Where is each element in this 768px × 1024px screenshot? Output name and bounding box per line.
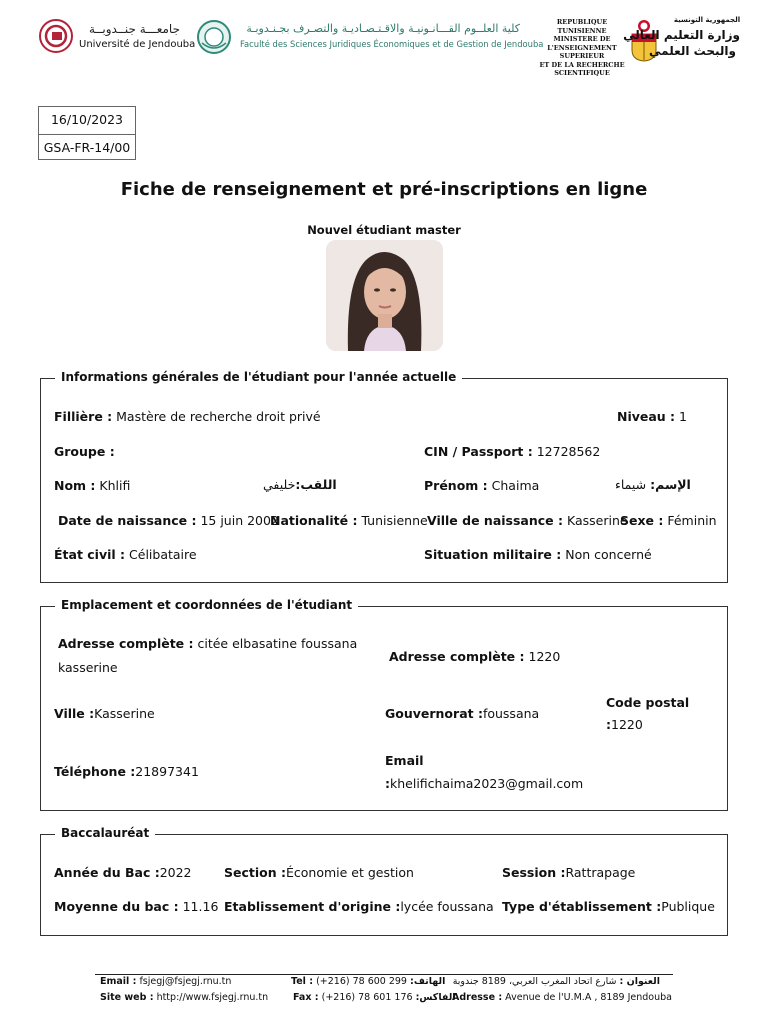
field-etablissement: Etablissement d'origine :lycée foussana bbox=[224, 899, 494, 914]
field-ville: Ville :Kasserine bbox=[54, 706, 155, 721]
field-session: Session :Rattrapage bbox=[502, 865, 636, 880]
section-legend: Informations générales de l'étudiant pour l'année actuelle bbox=[55, 370, 462, 384]
field-niveau: Niveau : 1 bbox=[617, 409, 687, 424]
student-photo bbox=[326, 240, 443, 351]
faculty-logo bbox=[196, 19, 232, 55]
faculty-name-arabic: كلية العلــوم القـــانـونيـة والاقـتـصـاديـة والتصـرف بجـنـدوبـة bbox=[246, 22, 520, 35]
field-ville-naissance: Ville de naissance : Kasserine bbox=[427, 513, 628, 528]
field-code-postal: :1220 bbox=[606, 717, 643, 732]
field-adresse-1: Adresse complète : citée elbasatine foussana bbox=[58, 636, 358, 651]
footer-tel: Tel : (+216) 78 600 299 الهاتف: bbox=[291, 976, 446, 987]
field-email: :khelifichaima2023@gmail.com bbox=[385, 776, 584, 791]
section-legend: Baccalauréat bbox=[55, 826, 155, 840]
field-gouvernorat: Gouvernorat :foussana bbox=[385, 706, 540, 721]
section-general-info bbox=[40, 370, 728, 583]
ministry-name-arabic-2: وزارة التعليم العالي bbox=[623, 28, 740, 42]
field-sexe: Sexe : Féminin bbox=[620, 513, 717, 528]
section-legend: Emplacement et coordonnées de l'étudiant bbox=[55, 598, 358, 612]
page-subtitle: Nouvel étudiant master bbox=[307, 223, 461, 237]
field-adresse-2: Adresse complète : 1220 bbox=[389, 649, 561, 664]
field-nom-arabic: اللقب:خليفي bbox=[263, 477, 337, 492]
field-telephone: Téléphone :21897341 bbox=[54, 764, 199, 779]
field-nom: Nom : Khlifi bbox=[54, 478, 131, 493]
field-annee-bac: Année du Bac :2022 bbox=[54, 865, 192, 880]
document-date: 16/10/2023 bbox=[50, 112, 124, 127]
university-name-french: Université de Jendouba bbox=[79, 39, 196, 50]
ministry-name-french: REPUBLIQUE TUNISIENNE MINISTERE DE L'ENSEIGNEMENT SUPERIEUR ET DE LA RECHERCHE SCIENTIFIQUE bbox=[539, 18, 625, 77]
university-name-arabic: جامعـــة جنــدوبــة bbox=[88, 22, 180, 36]
field-moyenne-bac: Moyenne du bac : 11.16 bbox=[54, 899, 219, 914]
footer-address-arabic: العنوان : شارع اتحاد المغرب العربي، 8189 جندوبة bbox=[452, 976, 660, 987]
field-code-postal-label: Code postal bbox=[606, 695, 690, 710]
field-groupe: Groupe : bbox=[54, 444, 115, 459]
page-title: Fiche de renseignement et pré-inscriptions en ligne bbox=[120, 179, 648, 200]
field-date-naissance: Date de naissance : 15 juin 2002 bbox=[58, 513, 279, 528]
field-section: Section :Économie et gestion bbox=[224, 865, 414, 880]
field-email-label: Email bbox=[385, 753, 424, 768]
faculty-name-french: Faculté des Sciences Juridiques Économiques et de Gestion de Jendouba bbox=[240, 39, 544, 49]
footer-address: Adresse : Avenue de l'U.M.A , 8189 Jendouba bbox=[452, 992, 672, 1003]
field-prenom: Prénom : Chaima bbox=[424, 478, 540, 493]
ministry-name-arabic-1: الجمهورية التونسية bbox=[673, 16, 741, 24]
university-logo bbox=[38, 18, 74, 54]
footer-website: Site web : http://www.fsjegj.rnu.tn bbox=[100, 992, 269, 1003]
ministry-name-arabic-3: والبحث العلمي bbox=[649, 44, 736, 58]
document-ref-code: GSA-FR-14/00 bbox=[39, 134, 135, 161]
field-etat-civil: État civil : Célibataire bbox=[54, 547, 197, 562]
footer-divider bbox=[95, 974, 673, 975]
footer-email: Email : fsjegj@fsjegj.rnu.tn bbox=[100, 976, 232, 987]
section-address bbox=[40, 598, 728, 811]
footer-fax: Fax : (+216) 78 601 176 الفاكس: bbox=[293, 992, 456, 1003]
field-cin: CIN / Passport : 12728562 bbox=[424, 444, 601, 459]
field-prenom-arabic: الإسم: شيماء bbox=[615, 477, 691, 492]
document-reference-box bbox=[38, 106, 136, 160]
section-baccalaureat bbox=[40, 826, 728, 936]
field-adresse-1-line2: kasserine bbox=[58, 660, 118, 675]
field-type-etablissement: Type d'établissement :Publique bbox=[502, 899, 715, 914]
field-nationalite: Nationalité : Tunisienne bbox=[270, 513, 428, 528]
field-filiere: Fillière : Mastère de recherche droit privé bbox=[54, 409, 321, 424]
field-situation-militaire: Situation militaire : Non concerné bbox=[424, 547, 652, 562]
